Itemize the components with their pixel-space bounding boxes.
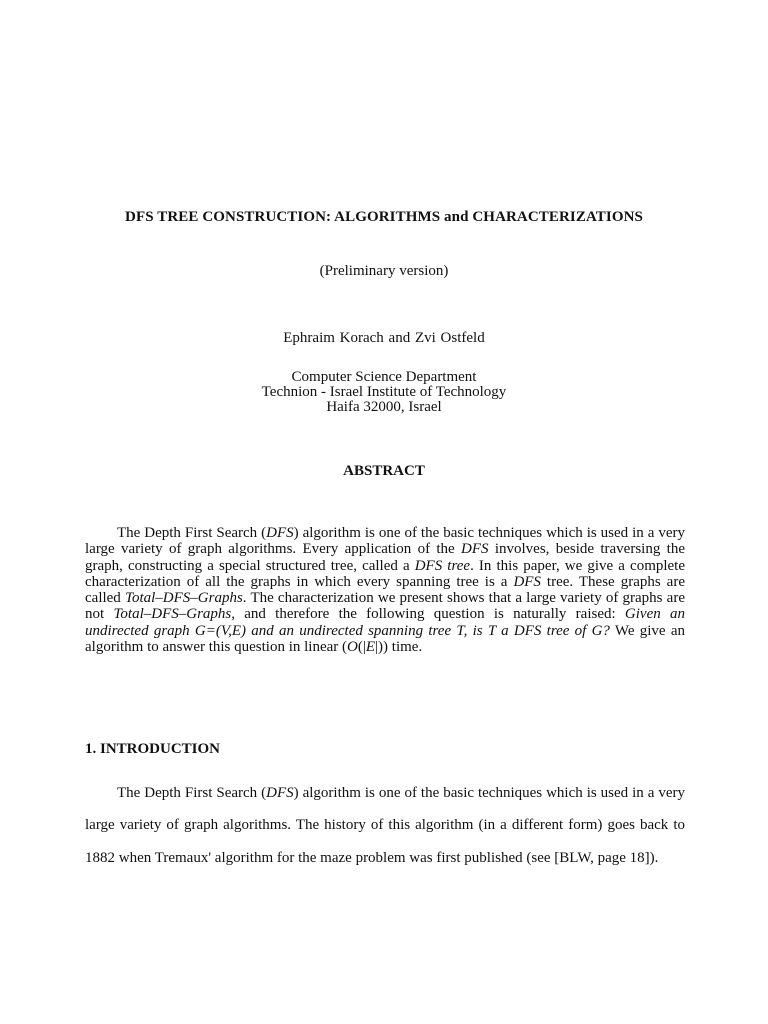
intro-term-dfs: DFS — [266, 785, 294, 801]
abstract-math-o: O — [347, 639, 358, 656]
abstract-math-e: E — [365, 639, 376, 656]
abstract-term-dfs: DFS — [266, 525, 294, 541]
abstract-text: The Depth First Search ( — [117, 525, 267, 541]
affiliation-address: Haifa 32000, Israel — [326, 399, 442, 415]
abstract-text: ) algorithm is one of the basic techniques which is used in a very large variety of graph algorithms. Every application of the — [85, 525, 686, 558]
intro-text: ) algorithm is one of the basic techniques which is used in a very large variety of graph algorithms. The history of this algorithm (in a different form) goes back to 1882 when Tremaux' algorithm for the maze problem was first published (see [BLW, page 18]). — [85, 785, 686, 866]
abstract-text: , and therefore the following question is naturally raised: — [231, 606, 625, 623]
abstract-text: . In this paper, we give a complete characterization of all the graphs in which every spanning tree is a — [85, 557, 686, 590]
paper-title: DFS TREE CONSTRUCTION: ALGORITHMS and CHARACTERIZATIONS — [125, 209, 643, 225]
affiliation-block — [0, 370, 768, 415]
affiliation-department: Computer Science Department — [291, 369, 477, 385]
section-heading-introduction: 1. INTRODUCTION — [85, 741, 221, 757]
abstract-text: tree. These graphs are called — [85, 573, 685, 607]
affiliation-institute: Technion - Israel Institute of Technology — [261, 384, 507, 400]
abstract-term-total-dfs-graphs: Total–DFS–Graphs — [124, 590, 243, 607]
paper-subtitle: (Preliminary version) — [319, 263, 449, 279]
author-list: Ephraim Korach and Zvi Ostfeld — [283, 330, 485, 346]
abstract-term-dfs: DFS — [513, 573, 541, 590]
abstract-paragraph — [85, 525, 685, 655]
abstract-term-total-dfs-graphs: Total–DFS–Graphs — [113, 606, 232, 623]
introduction-paragraph — [85, 777, 685, 874]
abstract-text: |)) time. — [375, 639, 423, 656]
abstract-text: We give an algorithm to answer this question in linear ( — [85, 622, 685, 656]
abstract-text: . The characterization we present shows that a large variety of graphs are not — [85, 590, 685, 623]
abstract-term-dfs: DFS — [461, 541, 489, 558]
abstract-heading: ABSTRACT — [343, 463, 425, 479]
abstract-question: Given an undirected graph G=(V,E) and an undirected spanning tree T, is T a DFS tree of G? — [85, 606, 685, 639]
intro-text: The Depth First Search ( — [117, 785, 267, 801]
abstract-text: involves, beside traversing the graph, constructing a special structured tree, called a — [85, 541, 685, 574]
abstract-term-dfs-tree: DFS tree — [414, 557, 471, 574]
abstract-text: (| — [357, 639, 366, 656]
